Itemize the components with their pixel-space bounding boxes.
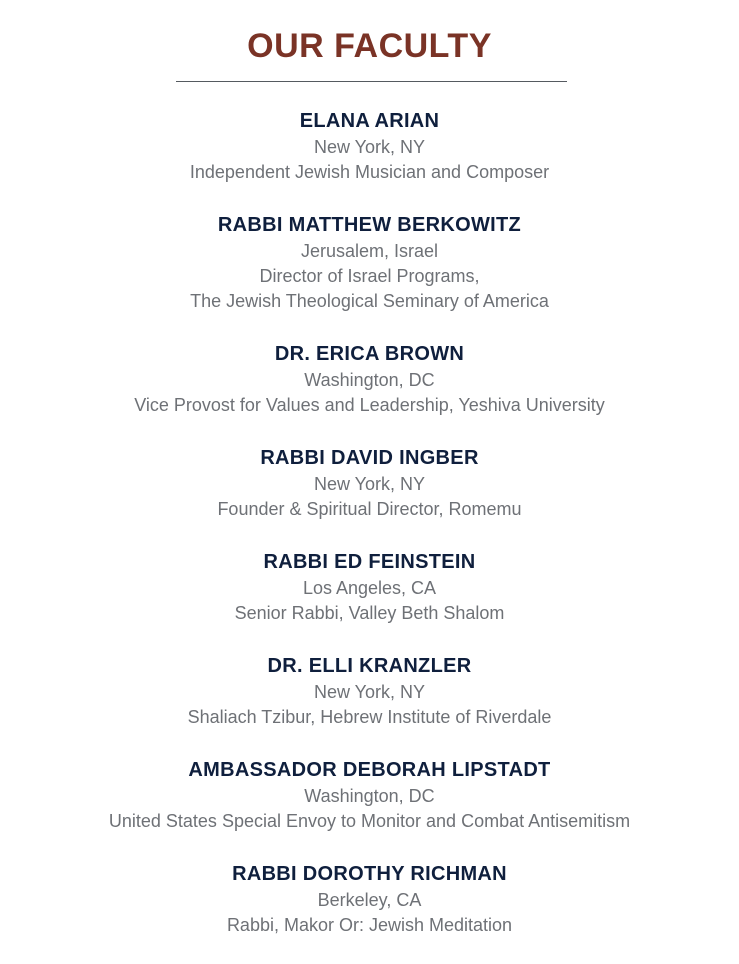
faculty-name: RABBI DAVID INGBER xyxy=(260,447,479,469)
faculty-location: Washington, DC xyxy=(304,786,435,806)
faculty-location: New York, NY xyxy=(313,474,426,494)
faculty-member xyxy=(0,756,739,834)
faculty-member xyxy=(0,652,739,730)
faculty-list xyxy=(0,107,739,964)
faculty-name: RABBI MATTHEW BERKOWITZ xyxy=(217,214,522,236)
faculty-name: DR. ELLI KRANZLER xyxy=(267,655,472,677)
faculty-role: Rabbi, Makor Or: Jewish Meditation xyxy=(226,915,513,935)
faculty-location: New York, NY xyxy=(313,682,426,702)
faculty-location: Washington, DC xyxy=(304,370,435,390)
faculty-name: DR. ERICA BROWN xyxy=(274,343,465,365)
faculty-role: United States Special Envoy to Monitor and Combat Antisemitism xyxy=(108,811,631,831)
faculty-role: The Jewish Theological Seminary of America xyxy=(190,291,549,311)
faculty-member xyxy=(0,548,739,626)
faculty-location: Berkeley, CA xyxy=(317,890,422,910)
page-title: OUR FACULTY xyxy=(247,27,492,65)
faculty-role: Senior Rabbi, Valley Beth Shalom xyxy=(234,603,505,623)
faculty-role: Vice Provost for Values and Leadership, Yeshiva University xyxy=(134,395,605,415)
faculty-name: RABBI DOROTHY RICHMAN xyxy=(232,863,507,885)
faculty-role: Director of Israel Programs, xyxy=(259,266,480,286)
faculty-name: AMBASSADOR DEBORAH LIPSTADT xyxy=(188,759,551,781)
title-divider xyxy=(176,81,567,82)
faculty-member xyxy=(0,107,739,185)
faculty-name: RABBI ED FEINSTEIN xyxy=(263,551,476,573)
faculty-location: Los Angeles, CA xyxy=(302,578,437,598)
faculty-role: Founder & Spiritual Director, Romemu xyxy=(217,499,522,519)
faculty-name: ELANA ARIAN xyxy=(299,110,440,132)
faculty-location: Jerusalem, Israel xyxy=(300,241,439,261)
faculty-member xyxy=(0,860,739,938)
faculty-role: Shaliach Tzibur, Hebrew Institute of Riverdale xyxy=(187,707,552,727)
faculty-role: Independent Jewish Musician and Composer xyxy=(189,162,550,182)
faculty-member xyxy=(0,211,739,314)
faculty-member xyxy=(0,340,739,418)
faculty-location: New York, NY xyxy=(313,137,426,157)
faculty-member xyxy=(0,444,739,522)
